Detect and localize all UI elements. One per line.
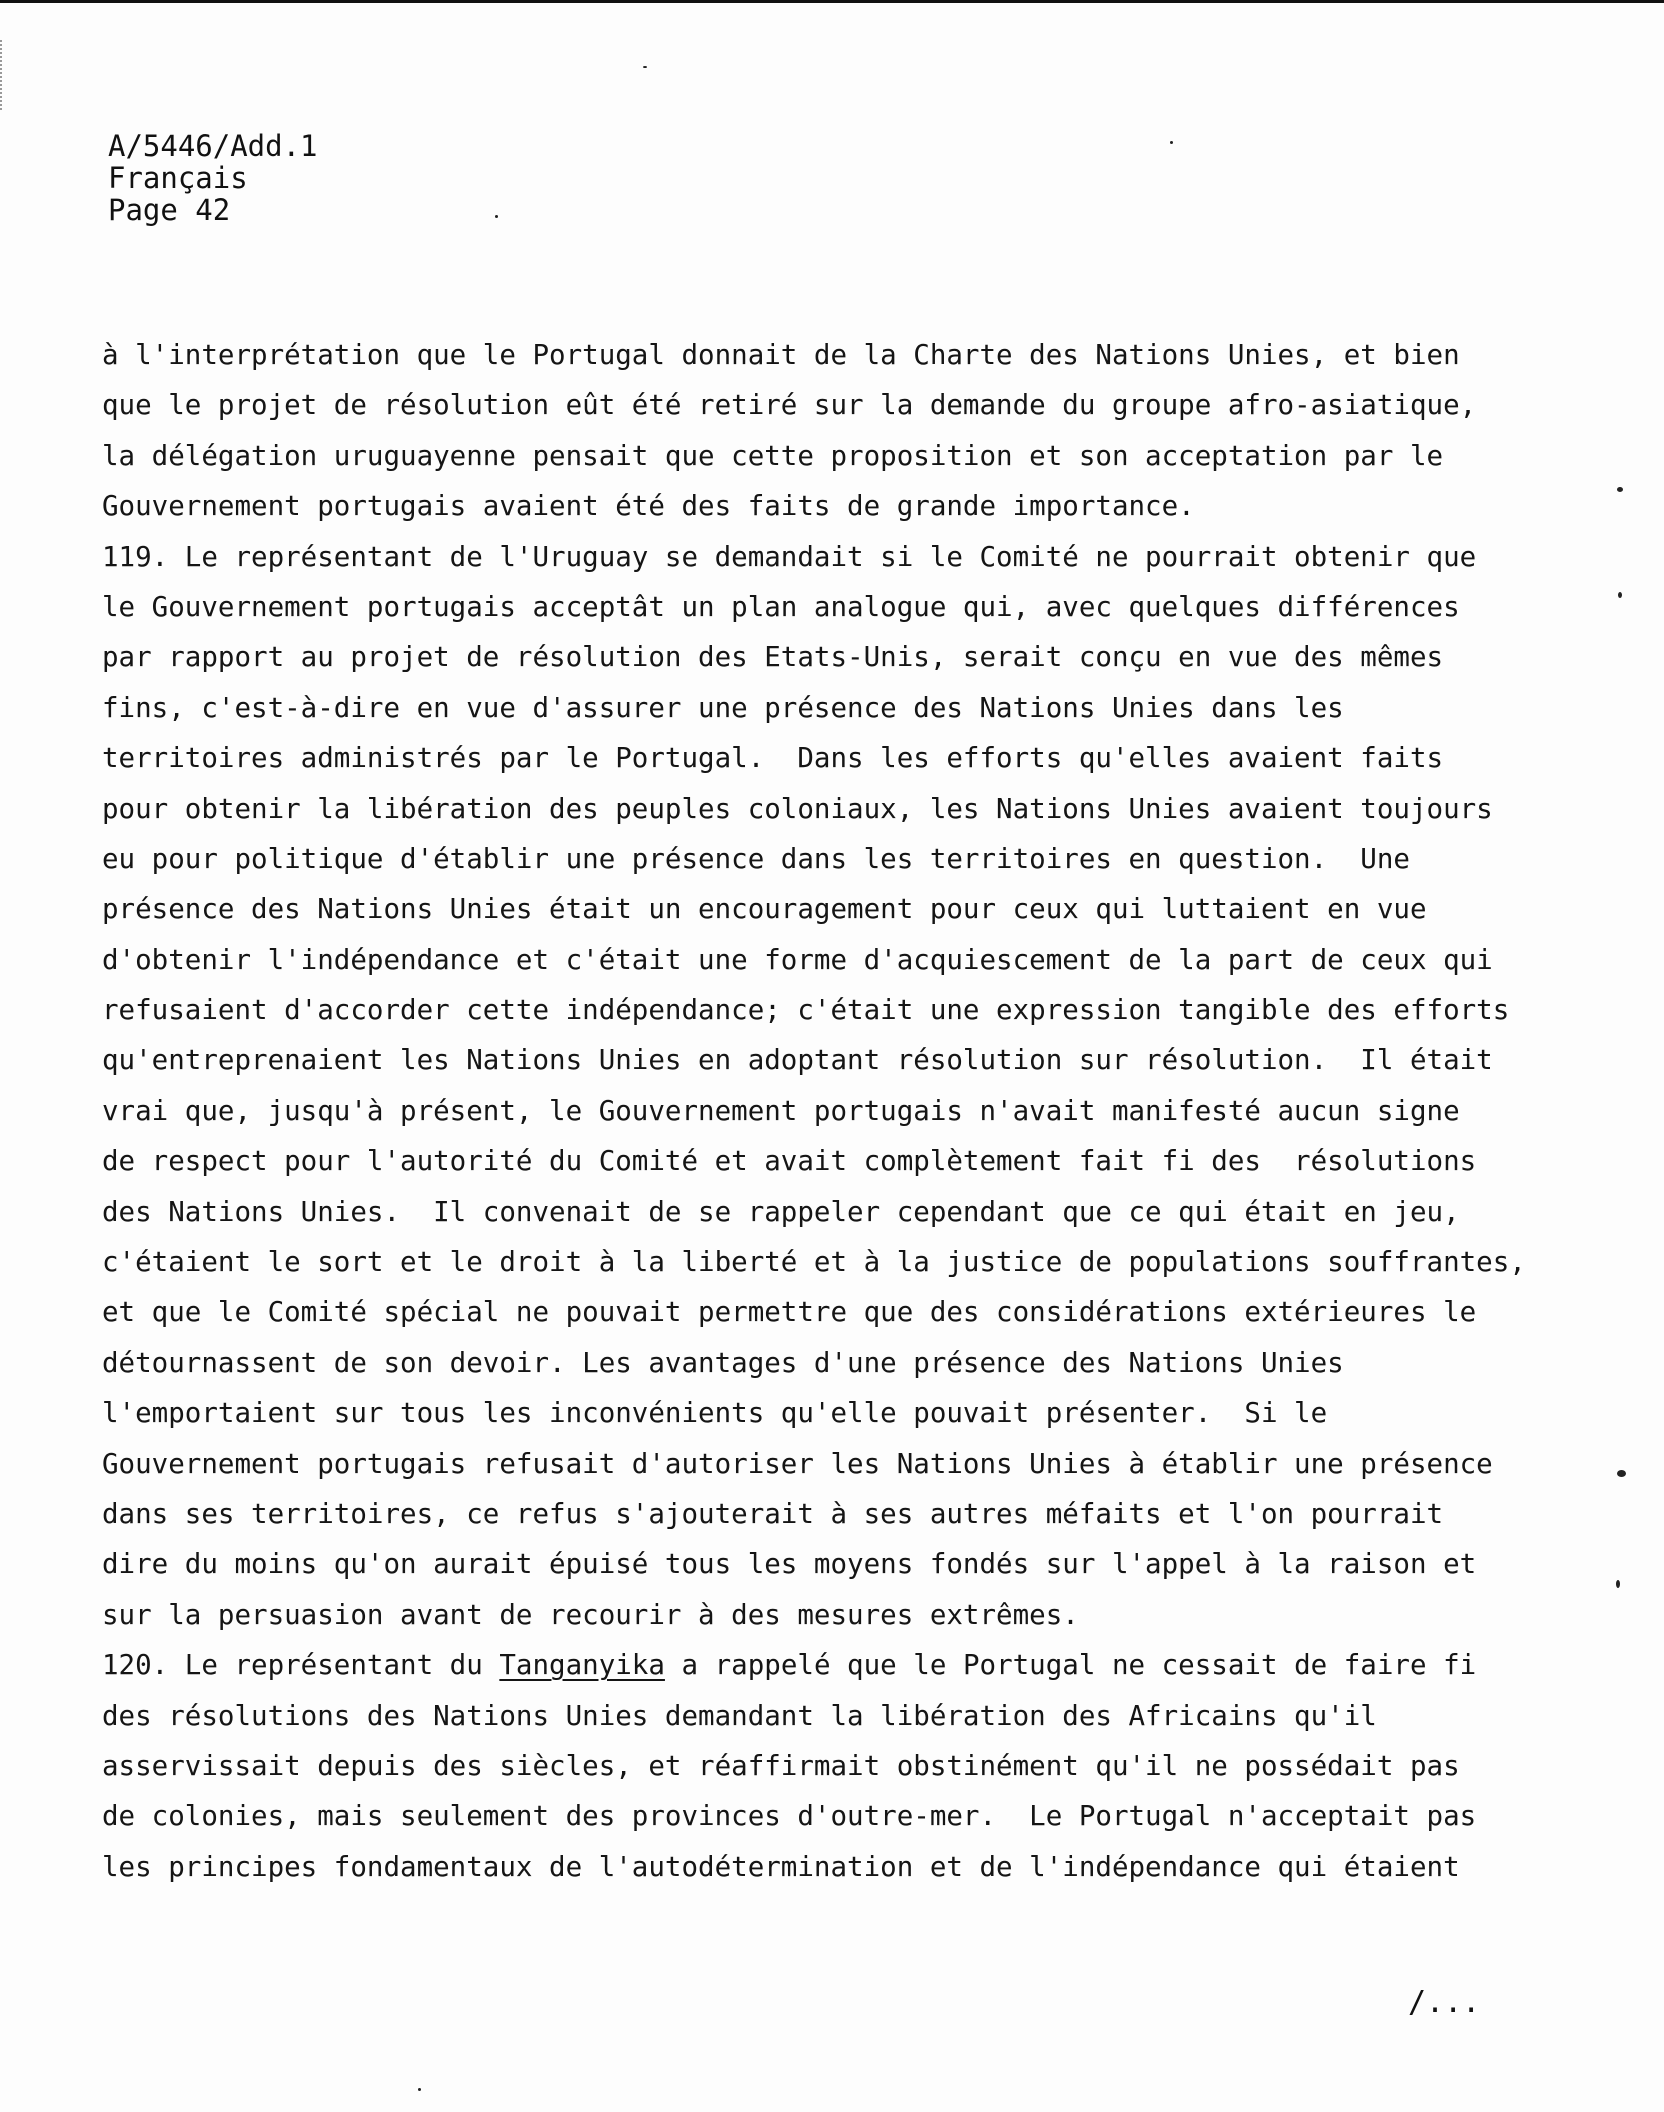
text-line: le Gouvernement portugais acceptât un plan analogue qui, avec quelques différences bbox=[102, 590, 1460, 623]
text-line: pour obtenir la libération des peuples coloniaux, les Nations Unies avaient toujours bbox=[102, 792, 1493, 825]
paragraph-119-start: 119. Le représentant de l'Uruguay se demandait si le Comité ne pourrait obtenir que bbox=[102, 540, 1477, 573]
body-text bbox=[102, 330, 1582, 1892]
top-rule bbox=[0, 0, 1664, 3]
scan-speck bbox=[643, 66, 647, 68]
paragraph-120-rest: a rappelé que le Portugal ne cessait de faire fi bbox=[664, 1649, 1477, 1682]
document-language: Français bbox=[108, 161, 248, 195]
scan-speck bbox=[1616, 1580, 1620, 1588]
text-line: dire du moins qu'on aurait épuisé tous les moyens fondés sur l'appel à la raison et bbox=[102, 1548, 1477, 1581]
text-line: fins, c'est-à-dire en vue d'assurer une présence des Nations Unies dans les bbox=[102, 691, 1344, 724]
text-line: que le projet de résolution eût été retiré sur la demande du groupe afro-asiatique, bbox=[102, 389, 1477, 422]
paragraph-120-lead: 120. Le représentant du bbox=[102, 1649, 500, 1682]
text-line: refusaient d'accorder cette indépendance; c'était une expression tangible des efforts bbox=[102, 994, 1510, 1027]
scan-speck bbox=[418, 2088, 421, 2091]
scan-edge-mark bbox=[0, 40, 4, 110]
text-line: vrai que, jusqu'à présent, le Gouvernement portugais n'avait manifesté aucun signe bbox=[102, 1094, 1460, 1127]
text-line: à l'interprétation que le Portugal donnait de la Charte des Nations Unies, et bien bbox=[102, 339, 1460, 371]
continuation-mark: /... bbox=[1408, 1985, 1481, 2020]
text-line: et que le Comité spécial ne pouvait permettre que des considérations extérieures le bbox=[102, 1296, 1477, 1329]
text-line: des Nations Unies. Il convenait de se rappeler cependant que ce qui était en jeu, bbox=[102, 1195, 1460, 1228]
scan-speck bbox=[1617, 1470, 1626, 1477]
text-line: sur la persuasion avant de recourir à des mesures extrêmes. bbox=[102, 1598, 1079, 1631]
page-number: Page 42 bbox=[108, 193, 231, 227]
text-line: eu pour politique d'établir une présence dans les territoires en question. Une bbox=[102, 842, 1410, 875]
scan-speck bbox=[1170, 141, 1173, 144]
text-line: de colonies, mais seulement des provinces d'outre-mer. Le Portugal n'acceptait pas bbox=[102, 1800, 1477, 1833]
text-line: territoires administrés par le Portugal. Dans les efforts qu'elles avaient faits bbox=[102, 742, 1444, 775]
scan-speck bbox=[1617, 487, 1623, 492]
text-line: d'obtenir l'indépendance et c'était une forme d'acquiescement de la part de ceux qui bbox=[102, 943, 1493, 976]
text-line: la délégation uruguayenne pensait que cette proposition et son acceptation par le bbox=[102, 439, 1444, 472]
paragraph-120-start bbox=[102, 1640, 1582, 1690]
text-line: l'emportaient sur tous les inconvénients qu'elle pouvait présenter. Si le bbox=[102, 1397, 1328, 1430]
text-line: asservissait depuis des siècles, et réaffirmait obstinément qu'il ne possédait pas bbox=[102, 1749, 1460, 1782]
text-line: de respect pour l'autorité du Comité et avait complètement fait fi des résolutions bbox=[102, 1145, 1477, 1178]
text-line: Gouvernement portugais refusait d'autoriser les Nations Unies à établir une présence bbox=[102, 1447, 1493, 1480]
text-line: qu'entreprenaient les Nations Unies en adoptant résolution sur résolution. Il était bbox=[102, 1044, 1493, 1077]
text-line: présence des Nations Unies était un encouragement pour ceux qui luttaient en vue bbox=[102, 893, 1427, 926]
document-header bbox=[108, 130, 318, 226]
text-line: c'étaient le sort et le droit à la liberté et à la justice de populations souffrantes, bbox=[102, 1246, 1526, 1279]
text-line: des résolutions des Nations Unies demandant la libération des Africains qu'il bbox=[102, 1699, 1377, 1732]
text-line: Gouvernement portugais avaient été des faits de grande importance. bbox=[102, 490, 1195, 523]
underlined-country-name: Tanganyika bbox=[499, 1649, 665, 1682]
text-line: par rapport au projet de résolution des Etats-Unis, serait conçu en vue des mêmes bbox=[102, 641, 1444, 674]
text-line: les principes fondamentaux de l'autodétermination et de l'indépendance qui étaient bbox=[102, 1850, 1460, 1883]
text-line: dans ses territoires, ce refus s'ajouterait à ses autres méfaits et l'on pourrait bbox=[102, 1497, 1444, 1530]
text-line: détournassent de son devoir. Les avantages d'une présence des Nations Unies bbox=[102, 1346, 1344, 1379]
document-symbol: A/5446/Add.1 bbox=[108, 129, 318, 163]
scan-speck bbox=[495, 215, 498, 218]
scan-speck bbox=[1618, 592, 1622, 598]
